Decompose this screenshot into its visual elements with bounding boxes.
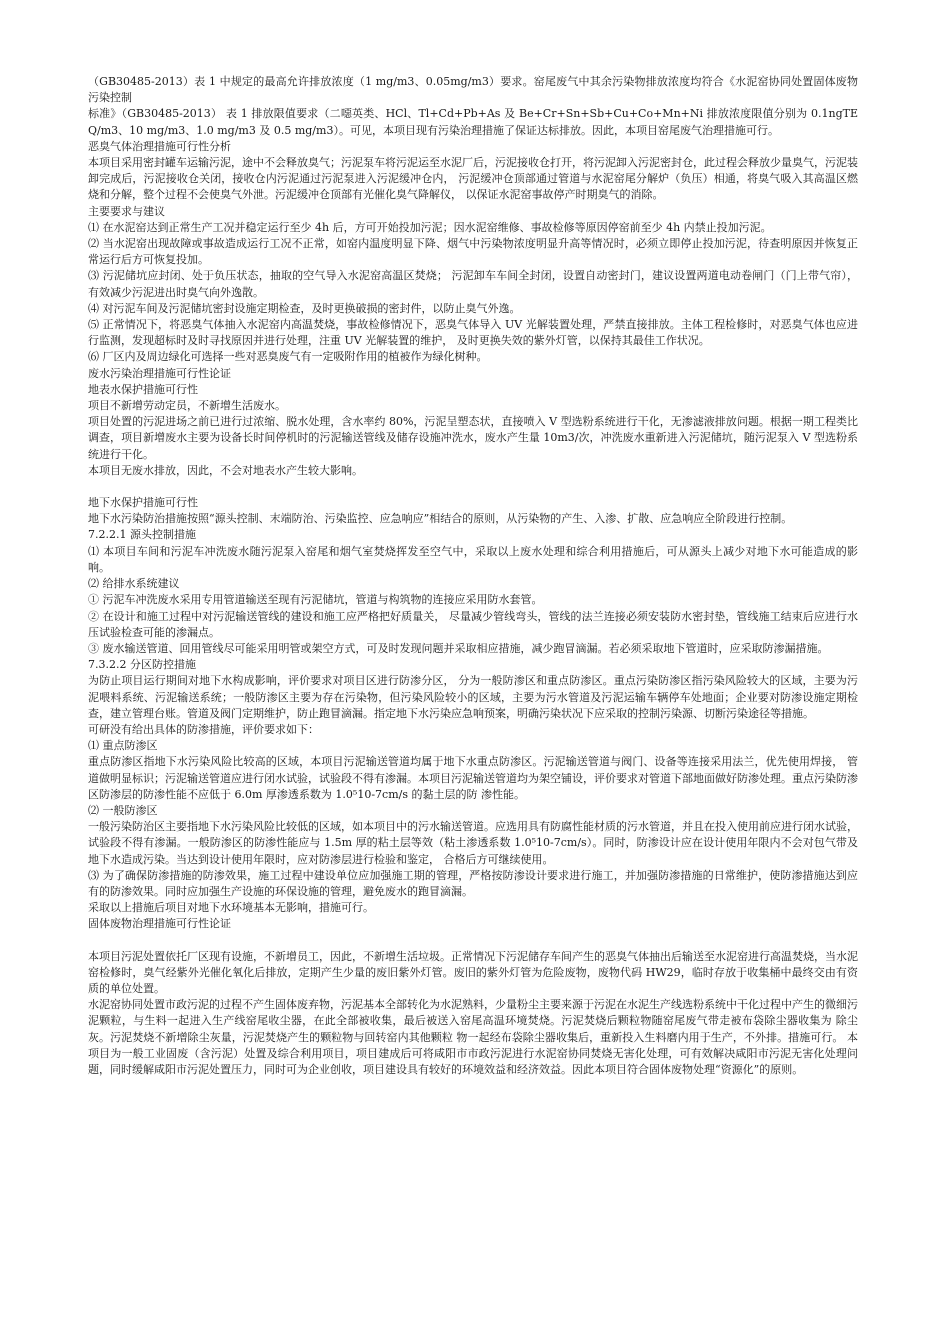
paragraph: 本项目无废水排放，因此，不会对地表水产生较大影响。 [88,463,363,477]
list-item: ⑵ 一般防渗区 [88,803,158,817]
paragraph: 采取以上措施后项目对地下水环境基本无影响，措施可行。 [88,901,374,915]
list-item: ⑵ 当水泥窑出现故障或事故造成运行工况不正常，如窑内温度明显下降、烟气中污染物浓度明显升高等情况时，必须立即停止投加污泥，待查明原因并恢复正常运行后方可恢复投加。 [88,237,858,267]
paragraph: （GB30485-2013）表 1 中规定的最高允许排放浓度（1 mg/m3、0.05mg/m3）要求。窑尾废气中其余污染物排放浓度均符合《水泥窑协同处置固体废物污染控制 [88,75,858,105]
paragraph: 水泥窑协同处置市政污泥的过程不产生固体废弃物，污泥基本全部转化为水泥熟料，少量粉尘主要来源于污泥在水泥生产线选粉系统中干化过程中产生的微细污泥颗粒，与生料一起进入生产线窑尾收尘器，在此全部被收集，最后被送入窑尾高温环境焚烧。污泥焚烧后颗粒物随窑尾废气带走被布袋除尘器收集为 除尘灰。污泥焚烧不新增除尘灰量，污泥焚烧产生的颗粒物与回转窑内其他颗粒 物一起经布袋除尘器收集后，重新投入生料磨内用于生产，不外排。措施可行。 本项目为一般工业固废（含污泥）处置及综合利用项目，项目建成后可将咸阳市市政污泥进行水泥窑协同焚烧无害化处理，可有效解决咸阳市污泥无害化处理问题，同时缓解咸阳市污泥处置压力，同时可为企业创收，项目建设具有较好的环境效益和经济效益。因此本项目符合固体废物处理“资源化”的原则。 [88,998,858,1076]
list-item: ① 污泥车冲洗废水采用专用管道输送至现有污泥储坑，管道与构筑物的连接应采用防水套管。 [88,593,543,607]
section-heading: 地下水保护措施可行性 [88,496,198,510]
list-item: ⑴ 本项目车间和污泥车冲洗废水随污泥泵入窑尾和烟气室焚烧挥发至空气中，采取以上废水处理和综合利用措施后，可从源头上减少对地下水可能造成的影响。 [88,544,858,574]
document-page [88,74,858,1078]
section-heading: 地表水保护措施可行性 [88,382,198,396]
paragraph: 项目不新增劳动定员，不新增生活废水。 [88,399,286,413]
paragraph: 为防止项目运行期间对地下水构成影响，评价要求对项目区进行防渗分区， 分为一般防渗区和重点防渗区。重点污染防渗区指污染风险较大的区域，主要为污泥喂料系统、污泥输送系统；一般防渗区主要为存在污染物，但污染风险较小的区域，主要为污水管道及污泥运输车辆停车处地面；企业要对防渗设施定期检查，建立管理台账。管道及阀门定期维护，防止跑冒滴漏。指定地下水污染应急响预案，明确污染状况下应采取的控制污染源、切断污染途径等措施。 [88,674,858,720]
list-item: ⑶ 为了确保防渗措施的防渗效果，施工过程中建设单位应加强施工期的管理，严格按防渗设计要求进行施工，并加强防渗措施的日常维护，使防渗措施达到应有的防渗效果。同时应加强生产设施的环保设施的管理，避免废水的跑冒滴漏。 [88,868,858,898]
list-item: ⑴ 重点防渗区 [88,739,158,753]
paragraph: 标准》（GB30485-2013） 表 1 排放限值要求（二噁英类、HCl、Tl+Cd+Pb+As 及 Be+Cr+Sn+Sb+Cu+Co+Mn+Ni 排放浓度限值分别为 0.1ngTEQ/m3、10 mg/m3、1.0 mg/m3 及 0.5 mg/m3）。可见，本项目现有污染治理措施了保证达标排放。因此，本项目窑尾废气治理措施可行。 [88,107,858,137]
section-heading: 恶臭气体治理措施可行性分析 [88,139,231,153]
subsection-heading: 7.2.2.1 源头控制措施 [88,528,196,542]
section-heading: 废水污染治理措施可行性论证 [88,366,231,380]
list-item: ⑴ 在水泥窑达到正常生产工况并稳定运行至少 4h 后，方可开始投加污泥；因水泥窑维修、事故检修等原因停窑前至少 4h 内禁止投加污泥。 [88,220,772,234]
paragraph: 重点防渗区指地下水污染风险比较高的区域，本项目污泥输送管道均属于地下水重点防渗区。污泥输送管道与阀门、设备等连接采用法兰，优先使用焊接， 管道做明显标识；污泥输送管道应进行闭水试验，试验段不得有渗漏。本项目污泥输送管道均为架空铺设，评价要求对管道下部地面做好防渗处理。重点污染防渗区防渗层的防渗性能不应低于 6.0m 厚渗透系数为 1.0⁵10-7cm/s 的黏土层的防 渗性能。 [88,755,858,801]
paragraph: 地下水污染防治措施按照“源头控制、末端防治、污染监控、应急响应”相结合的原则，从污染物的产生、入渗、扩散、应急响应全阶段进行控制。 [88,512,793,526]
blank-line [88,479,858,495]
blank-line [88,933,858,949]
paragraph: 一般污染防治区主要指地下水污染风险比较低的区域，如本项目中的污水输送管道。应选用具有防腐性能材质的污水管道，并且在投入使用前应进行闭水试验，试验段不得有渗漏。一般防渗区的防渗性能应与 1.5m 厚的粘土层等效（粘土渗透系数 1.0⁵10-7cm/s）。同时，防渗设计应在设计使用年限内不会对包气带及地下水造成污染。当达到设计使用年限时，应对防渗层进行检验和鉴定， 合格后方可继续使用。 [88,820,858,866]
list-item: ⑹ 厂区内及周边绿化可选择一些对恶臭废气有一定吸附作用的植被作为绿化树种。 [88,350,488,364]
list-item: ② 在设计和施工过程中对污泥输送管线的建设和施工应严格把好质量关， 尽量减少管线弯头，管线的法兰连接必须安装防水密封垫，管线施工结束后应进行水压试验检查可能的渗漏点。 [88,609,858,639]
paragraph: 本项目污泥处置依托厂区现有设施，不新增员工，因此，不新增生活垃圾。正常情况下污泥储存车间产生的恶臭气体抽出后输送至水泥窑进行高温焚烧，当水泥窑检修时，臭气经紫外光催化氧化后排放，定期产生少量的废旧紫外灯管。废旧的紫外灯管为危险废物，废物代码 HW29，临时存放于收集桶中最终交由有资质的单位处置。 [88,949,858,995]
section-heading: 主要要求与建议 [88,204,165,218]
list-item: ⑷ 对污泥车间及污泥储坑密封设施定期检查，及时更换破损的密封件，以防止臭气外逸。 [88,301,521,315]
paragraph: 可研没有给出具体的防渗措施，评价要求如下： [88,722,319,736]
list-item: ⑶ 污泥储坑应封闭、处于负压状态，抽取的空气导入水泥窑高温区焚烧； 污泥卸车车间全封闭，设置自动密封门，建议设置两道电动卷闸门（门上带气帘），有效减少污泥进出时臭气向外逸散。 [88,269,858,299]
paragraph: 项目处置的污泥进场之前已进行过浓缩、脱水处理，含水率约 80%，污泥呈塑态状，直接喷入 V 型选粉系统进行干化，无渗滤液排放问题。根据一期工程类比调查，项目新增废水主要为设备长时间停机时的污泥输送管线及储存设施冲洗水，废水产生量 10m3/次，冲洗废水重新进入污泥储坑，随污泥泵入 V 型选粉系统进行干化。 [88,415,858,461]
list-item: ⑸ 正常情况下，将恶臭气体抽入水泥窑内高温焚烧，事故检修情况下，恶臭气体导入 UV 光解装置处理，严禁直接排放。主体工程检修时，对恶臭气体也应进行监测，发现超标时及时寻找原因并进行处理，注重 UV 光解装置的维护， 及时更换失效的紫外灯管，以保持其最佳工作状况。 [88,318,858,348]
section-heading: 固体废物治理措施可行性论证 [88,917,231,931]
list-item: ③ 废水输送管道、回用管线尽可能采用明管或架空方式，可及时发现问题并采取相应措施，减少跑冒滴漏。若必须采取地下管道时，应采取防渗漏措施。 [88,641,829,655]
subsection-heading: 7.3.2.2 分区防控措施 [88,658,196,672]
paragraph: 本项目采用密封罐车运输污泥，途中不会释放臭气；污泥泵车将污泥运至水泥厂后，污泥接收仓打开，将污泥卸入污泥密封仓，此过程会释放少量臭气，污泥装卸完成后，污泥接收仓关闭，接收仓内污泥通过污泥泵进入污泥缓冲仓内， 污泥缓冲仓顶部通过管道与水泥窑尾分解炉（负压）相通，将臭气吸入其高温区燃烧和分解，整个过程不会使臭气外泄。污泥缓冲仓顶部有光催化臭气降解仪， 以保证水泥窑事故停产时期臭气的消除。 [88,156,858,202]
list-item: ⑵ 给排水系统建议 [88,577,180,591]
